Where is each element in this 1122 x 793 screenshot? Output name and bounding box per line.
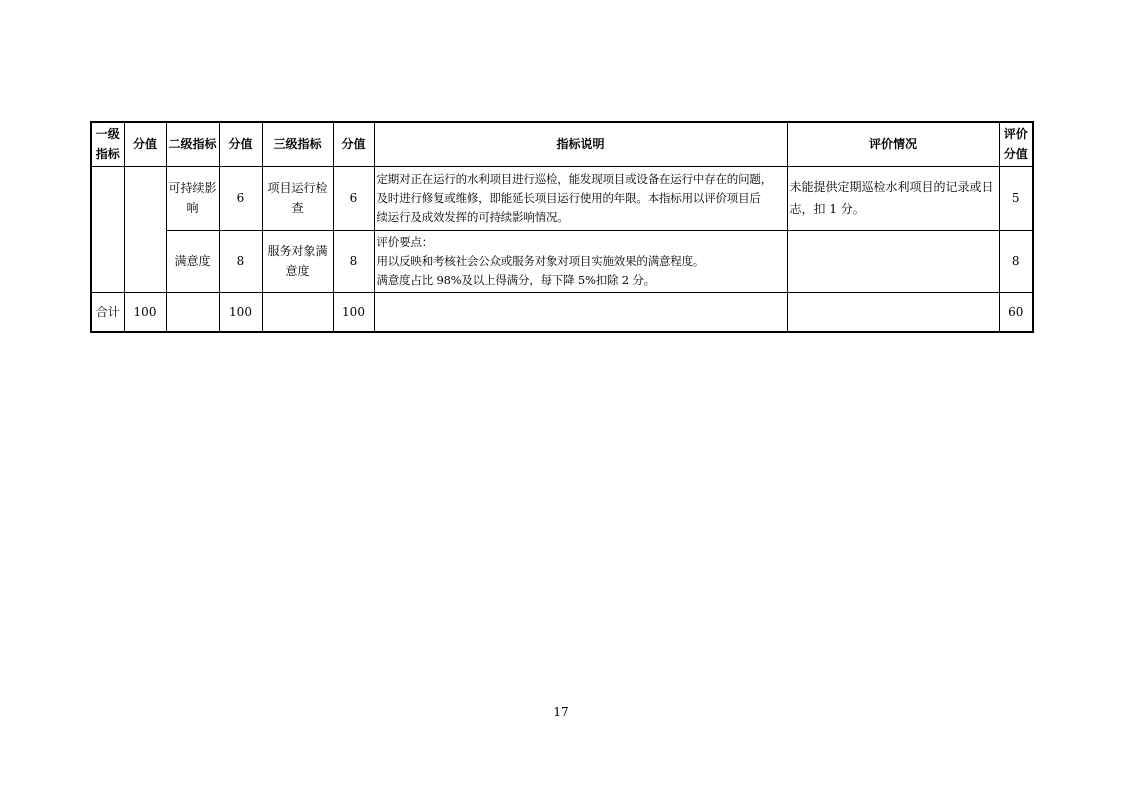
header-level1: 一级指标 — [91, 122, 124, 166]
header-final-score: 评价分值 — [999, 122, 1033, 166]
total-score3: 100 — [333, 292, 374, 332]
evaluation-table — [90, 121, 1034, 333]
total-level3 — [262, 292, 333, 332]
total-description — [374, 292, 787, 332]
total-score2: 100 — [219, 292, 262, 332]
header-description: 指标说明 — [374, 122, 787, 166]
score2-cell: 6 — [219, 166, 262, 230]
description-line: 及时进行修复或维修，即能延长项目运行使用的年限。本指标用以评价项目后 — [376, 190, 761, 205]
table-row — [91, 230, 1033, 292]
evaluation-cell: 未能提供定期巡检水利项目的记录或日志，扣 1 分。 — [787, 166, 999, 230]
level3-cell: 项目运行检查 — [262, 166, 333, 230]
total-row — [91, 292, 1033, 332]
total-score1: 100 — [124, 292, 166, 332]
header-level3: 三级指标 — [262, 122, 333, 166]
description-line: 定期对正在运行的水利项目进行巡检，能发现项目或设备在运行中存在的问题， — [376, 171, 772, 186]
score3-cell: 8 — [333, 230, 374, 292]
description-line: 评价要点： — [376, 234, 433, 249]
level3-cell: 服务对象满意度 — [262, 230, 333, 292]
evaluation-cell — [787, 230, 999, 292]
total-label: 合计 — [91, 292, 124, 332]
score3-cell: 6 — [333, 166, 374, 230]
header-score2: 分值 — [219, 122, 262, 166]
description-cell — [374, 230, 787, 292]
description-line: 用以反映和考核社会公众或服务对象对项目实施效果的满意程度。 — [376, 253, 705, 268]
score1-cell — [124, 166, 166, 292]
page-number: 17 — [553, 705, 569, 719]
final-score-cell: 5 — [999, 166, 1033, 230]
header-level2: 二级指标 — [166, 122, 219, 166]
level2-cell: 满意度 — [166, 230, 219, 292]
level1-cell — [91, 166, 124, 292]
description-cell — [374, 166, 787, 230]
header-score3: 分值 — [333, 122, 374, 166]
score2-cell: 8 — [219, 230, 262, 292]
description-line: 满意度占比 98%及以上得满分，每下降 5%扣除 2 分。 — [376, 272, 655, 287]
total-evaluation — [787, 292, 999, 332]
final-score-cell: 8 — [999, 230, 1033, 292]
total-level2 — [166, 292, 219, 332]
total-final-score: 60 — [999, 292, 1033, 332]
level2-cell: 可持续影响 — [166, 166, 219, 230]
header-evaluation: 评价情况 — [787, 122, 999, 166]
header-score1: 分值 — [124, 122, 166, 166]
description-line: 续运行及成效发挥的可持续影响情况。 — [376, 209, 569, 224]
table-row — [91, 166, 1033, 230]
header-row — [91, 122, 1033, 166]
